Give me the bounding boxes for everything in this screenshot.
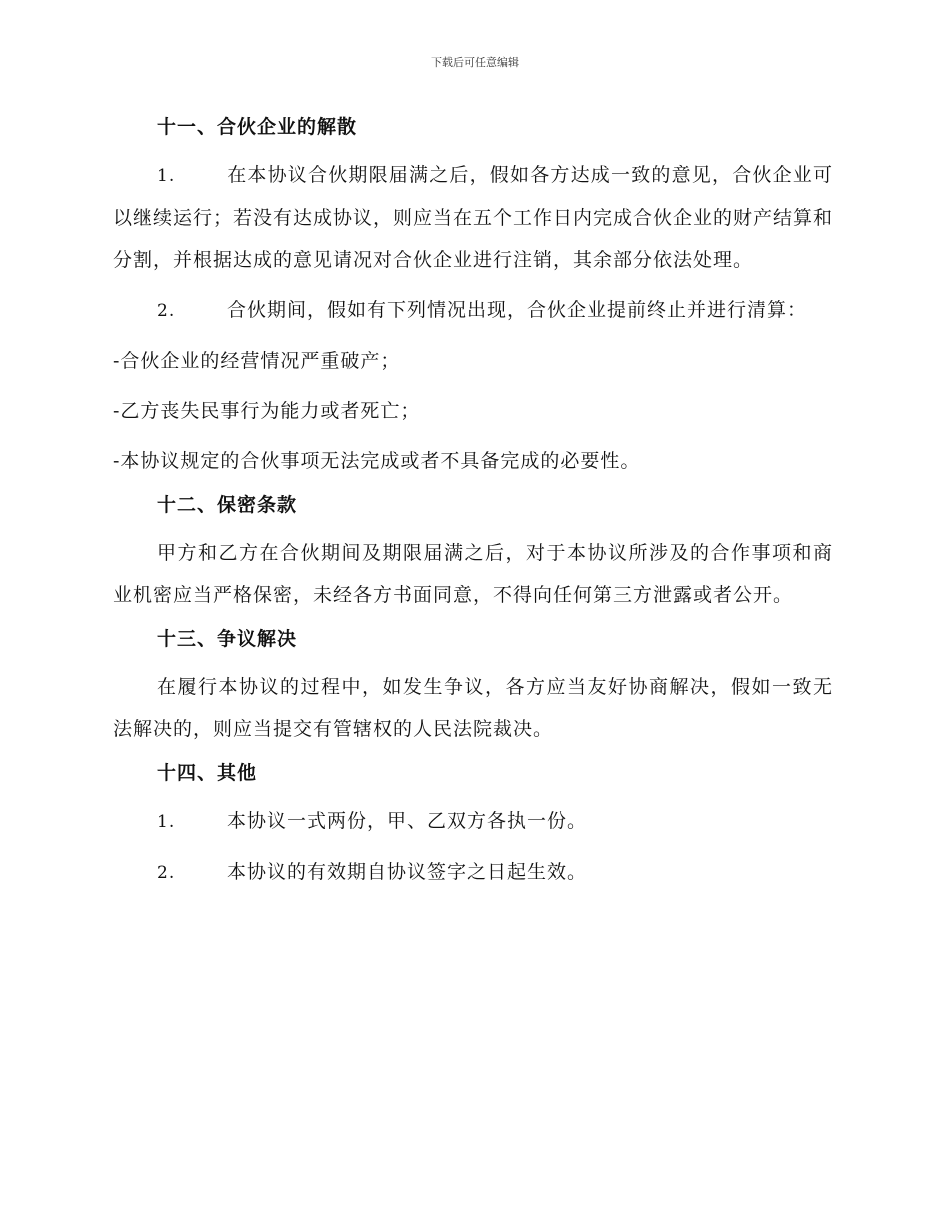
list-item: -合伙企业的经营情况严重破产；: [113, 350, 401, 372]
section-13-title: 十三、争议解决: [157, 628, 298, 650]
page-header: 下载后可任意编辑: [431, 56, 519, 69]
section-11-title: 十一、合伙企业的解散: [157, 116, 358, 138]
item-text: 在本协议合伙期限届满之后，假如各方达成一致的意见，合伙企业可以继续运行；若没有达成协议，则应当在五个工作日内完成合伙企业的财产结算和分割，并根据达成的意见请况对合伙企业进行注销，其余部分依法处理。: [113, 164, 834, 271]
section-12-text: 甲方和乙方在合伙期间及期限届满之后，对于本协议所涉及的合作事项和商业机密应当严格保密，未经各方书面同意，不得向任何第三方泄露或者公开。: [113, 542, 833, 606]
item-number: 2.: [157, 301, 176, 321]
item-text: 合伙期间，假如有下列情况出现，合伙企业提前终止并进行清算：: [227, 299, 808, 321]
item-number: 1.: [157, 812, 176, 832]
section-14-item-1: [113, 800, 833, 843]
section-11-item-1: [113, 154, 833, 281]
item-number: 2.: [157, 863, 176, 883]
item-text: 本协议的有效期自协议签字之日起生效。: [227, 861, 588, 883]
section-12-title: 十二、保密条款: [157, 494, 298, 516]
item-text: 本协议一式两份，甲、乙双方各执一份。: [227, 810, 588, 832]
item-number: 1.: [157, 166, 176, 186]
section-11-item-2: [113, 289, 833, 332]
section-13-text: 在履行本协议的过程中，如发生争议，各方应当友好协商解决，假如一致无法解决的，则应当提交有管辖权的人民法院裁决。: [113, 676, 833, 740]
document-body: [113, 112, 833, 894]
list-item: -本协议规定的合伙事项无法完成或者不具备完成的必要性。: [113, 450, 641, 472]
list-item: -乙方丧失民事行为能力或者死亡；: [113, 400, 421, 422]
section-14-title: 十四、其他: [157, 762, 258, 784]
section-14-item-2: [113, 851, 833, 894]
